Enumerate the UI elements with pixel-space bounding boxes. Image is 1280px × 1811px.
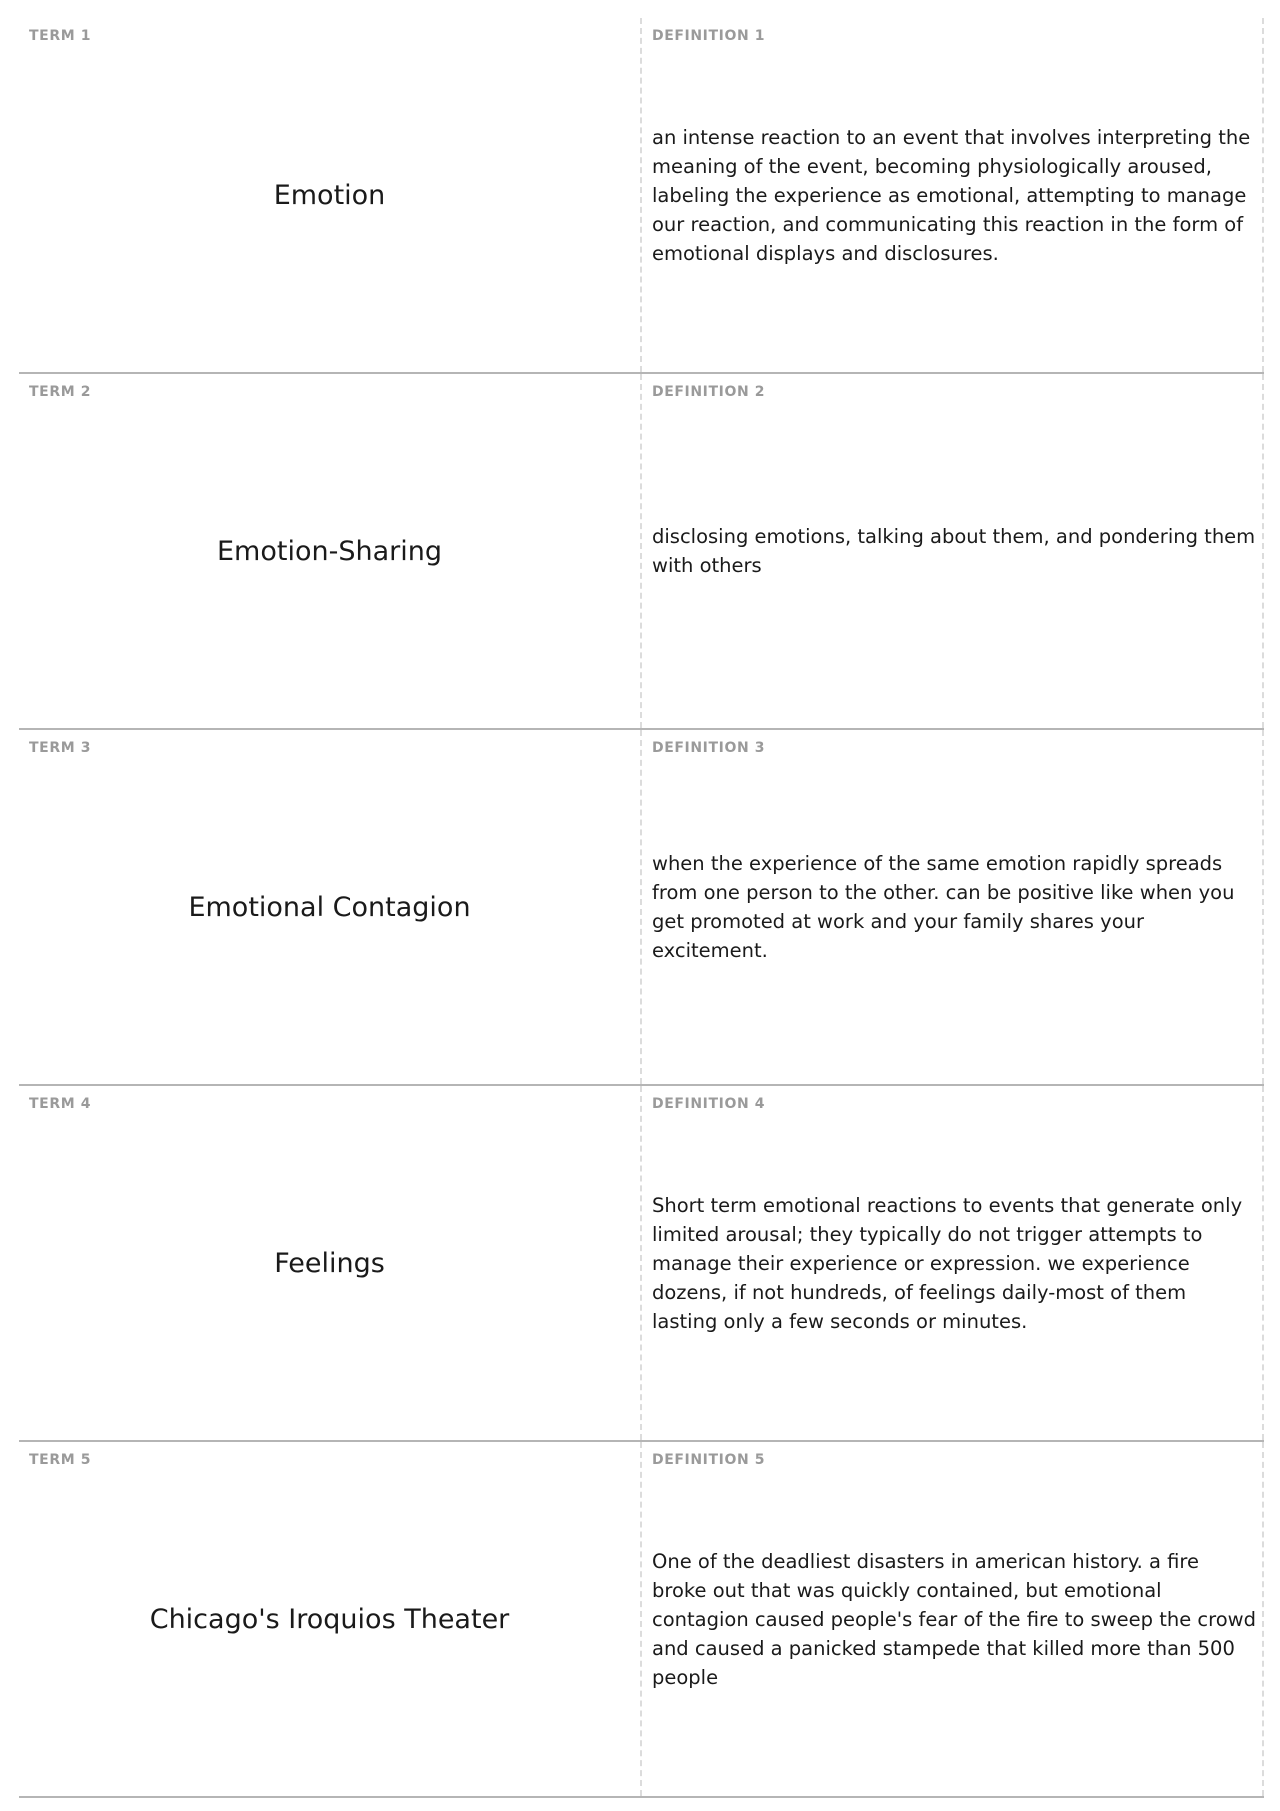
- term-label: TERM 1: [29, 28, 92, 44]
- term-label: TERM 2: [29, 384, 92, 400]
- term-text: Chicago's Iroquios Theater: [149, 1603, 510, 1635]
- definition-cell: [642, 18, 1264, 372]
- term-cell: [19, 1442, 642, 1796]
- term-cell: [19, 730, 642, 1084]
- flashcard-row: [19, 1442, 1264, 1798]
- term-label: TERM 3: [29, 740, 92, 756]
- term-label: TERM 4: [29, 1096, 92, 1112]
- flashcard-row: [19, 1086, 1264, 1442]
- definition-label: DEFINITION 3: [652, 740, 766, 756]
- definition-text: One of the deadliest disasters in american history. a fire broke out that was quickly contained, but emotional contagion caused people's fear of the fire to sweep the crowd and caused a panicked stampede that killed more than 500 people: [652, 1549, 1256, 1689]
- definition-label: DEFINITION 1: [652, 28, 766, 44]
- flashcard-sheet: [19, 18, 1264, 1798]
- definition-text: Short term emotional reactions to events that generate only limited arousal; they typically do not trigger attempts to manage their experience or expression. we experience dozens, if not hundreds, of feelings daily-most of them lasting only a few seconds or minutes.: [652, 1193, 1243, 1333]
- term-cell: [19, 1086, 642, 1440]
- term-text: Emotion-Sharing: [217, 535, 442, 567]
- term-text: Feelings: [274, 1247, 385, 1279]
- term-text: Emotion: [273, 179, 386, 211]
- flashcard-row: [19, 374, 1264, 730]
- definition-cell: [642, 1086, 1264, 1440]
- term-text: Emotional Contagion: [188, 891, 471, 923]
- definition-cell: [642, 1442, 1264, 1796]
- flashcard-row: [19, 730, 1264, 1086]
- definition-text: an intense reaction to an event that involves interpreting the meaning of the event, becoming physiologically aroused, labeling the experience as emotional, attempting to manage our reaction, and communicating this reaction in the form of emotional displays and disclosures.: [652, 125, 1251, 265]
- term-cell: [19, 18, 642, 372]
- definition-cell: [642, 374, 1264, 728]
- definition-cell: [642, 730, 1264, 1084]
- definition-text: when the experience of the same emotion rapidly spreads from one person to the other. can be positive like when you get promoted at work and your family shares your excitement.: [652, 852, 1235, 962]
- definition-label: DEFINITION 5: [652, 1452, 766, 1468]
- flashcard-row: [19, 18, 1264, 374]
- term-cell: [19, 374, 642, 728]
- definition-label: DEFINITION 2: [652, 384, 766, 400]
- definition-text: disclosing emotions, talking about them, and pondering them with others: [652, 525, 1256, 577]
- definition-label: DEFINITION 4: [652, 1096, 766, 1112]
- term-label: TERM 5: [29, 1452, 92, 1468]
